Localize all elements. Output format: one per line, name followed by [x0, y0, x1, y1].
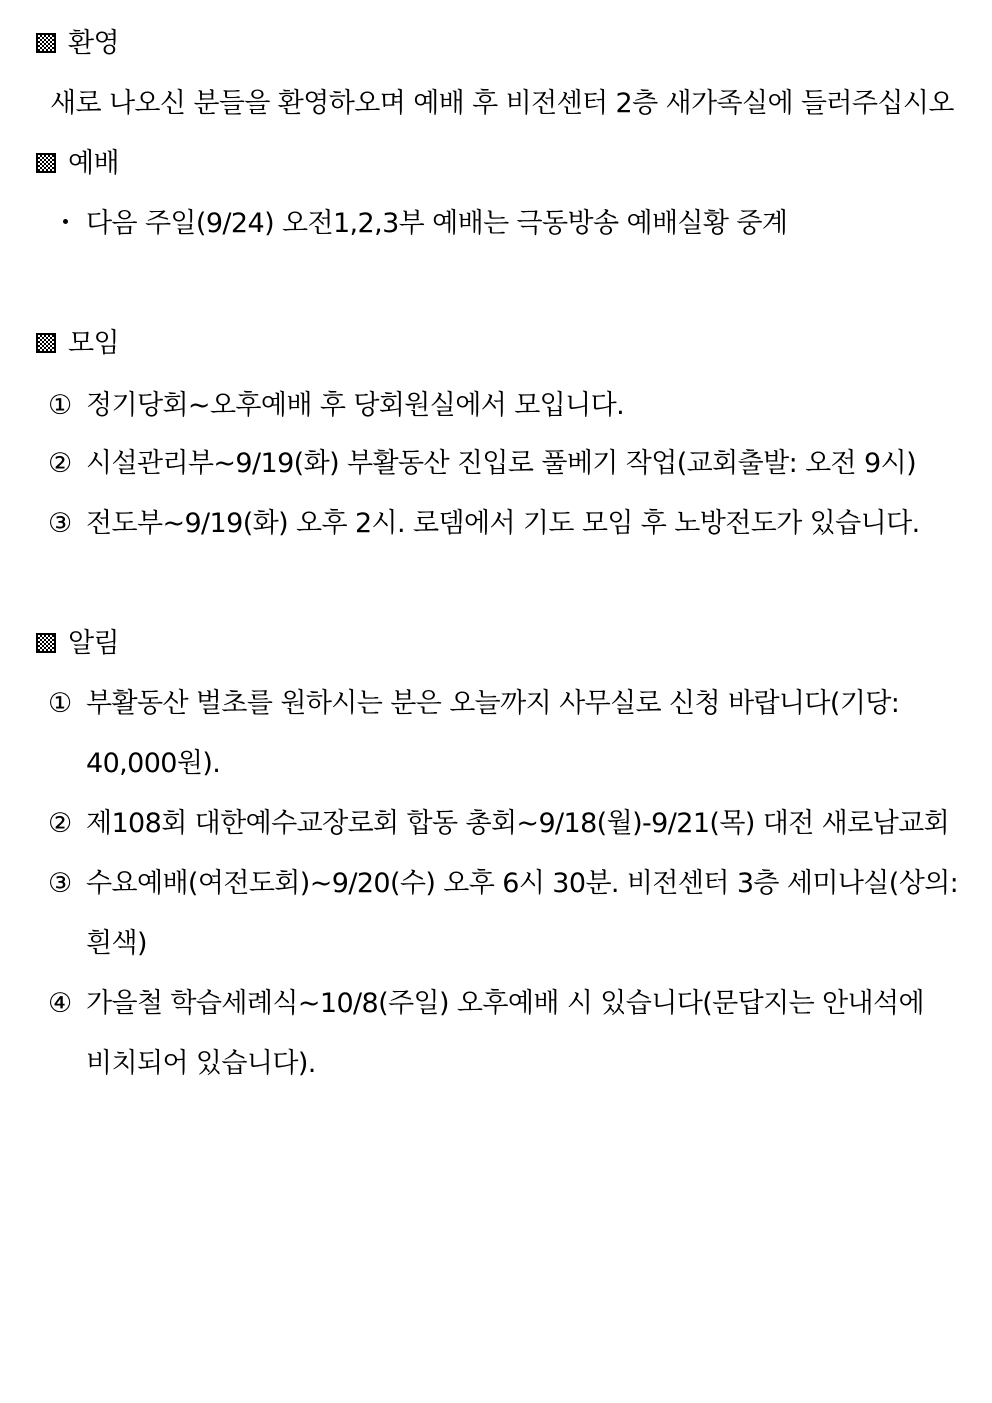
worship-heading-text: 예배 — [68, 148, 119, 179]
section-heading-notices — [36, 626, 119, 662]
item-number: ③ — [48, 868, 72, 899]
notice-item — [48, 866, 958, 902]
notice-item-continuation: 40,000원). — [86, 748, 221, 779]
checkered-square-icon — [36, 633, 56, 653]
checkered-square-icon — [36, 153, 56, 173]
notice-item — [48, 686, 899, 722]
checkered-square-icon — [36, 33, 56, 53]
worship-item — [52, 206, 787, 242]
section-heading-meetings — [36, 326, 119, 362]
worship-item-text: 다음 주일(9/24) 오전1,2,3부 예배는 극동방송 예배실황 중계 — [86, 208, 788, 239]
notice-item-text: 제108회 대한예수교장로회 합동 총회~9/18(월)-9/21(목) 대전 새로남교회 — [86, 808, 950, 839]
welcome-heading-text: 환영 — [68, 28, 119, 59]
welcome-text: 새로 나오신 분들을 환영하오며 예배 후 비전센터 2층 새가족실에 들러주십시오 — [50, 88, 954, 119]
notice-item-text: 수요예배(여전도회)~9/20(수) 오후 6시 30분. 비전센터 3층 세미나실(상의: — [86, 868, 959, 899]
checkered-square-icon — [36, 333, 56, 353]
item-number: ② — [48, 808, 72, 839]
notice-item-continuation: 흰색) — [86, 928, 147, 959]
notice-item-continuation: 비치되어 있습니다). — [86, 1048, 316, 1079]
item-number: ① — [48, 688, 72, 719]
bullet-icon: ・ — [52, 208, 79, 239]
item-number: ④ — [48, 988, 72, 1019]
notices-heading-text: 알림 — [68, 628, 119, 659]
meeting-item — [48, 388, 624, 424]
meeting-item-text: 시설관리부~9/19(화) 부활동산 진입로 풀베기 작업(교회출발: 오전 9시) — [86, 448, 917, 479]
meeting-item — [48, 446, 916, 482]
notice-item — [48, 806, 949, 842]
item-number: ③ — [48, 508, 72, 539]
meeting-item-text: 정기당회~오후예배 후 당회원실에서 모입니다. — [86, 390, 625, 421]
item-number: ① — [48, 390, 72, 421]
notice-item-text: 부활동산 벌초를 원하시는 분은 오늘까지 사무실로 신청 바랍니다(기당: — [86, 688, 900, 719]
item-number: ② — [48, 448, 72, 479]
notice-item-text: 가을철 학습세례식~10/8(주일) 오후예배 시 있습니다(문답지는 안내석에 — [86, 988, 924, 1019]
meeting-item — [48, 506, 920, 542]
meeting-item-text: 전도부~9/19(화) 오후 2시. 로뎀에서 기도 모임 후 노방전도가 있습니다. — [86, 508, 920, 539]
section-heading-welcome — [36, 26, 119, 62]
meetings-heading-text: 모임 — [68, 328, 119, 359]
section-heading-worship — [36, 146, 119, 182]
notice-item — [48, 986, 924, 1022]
